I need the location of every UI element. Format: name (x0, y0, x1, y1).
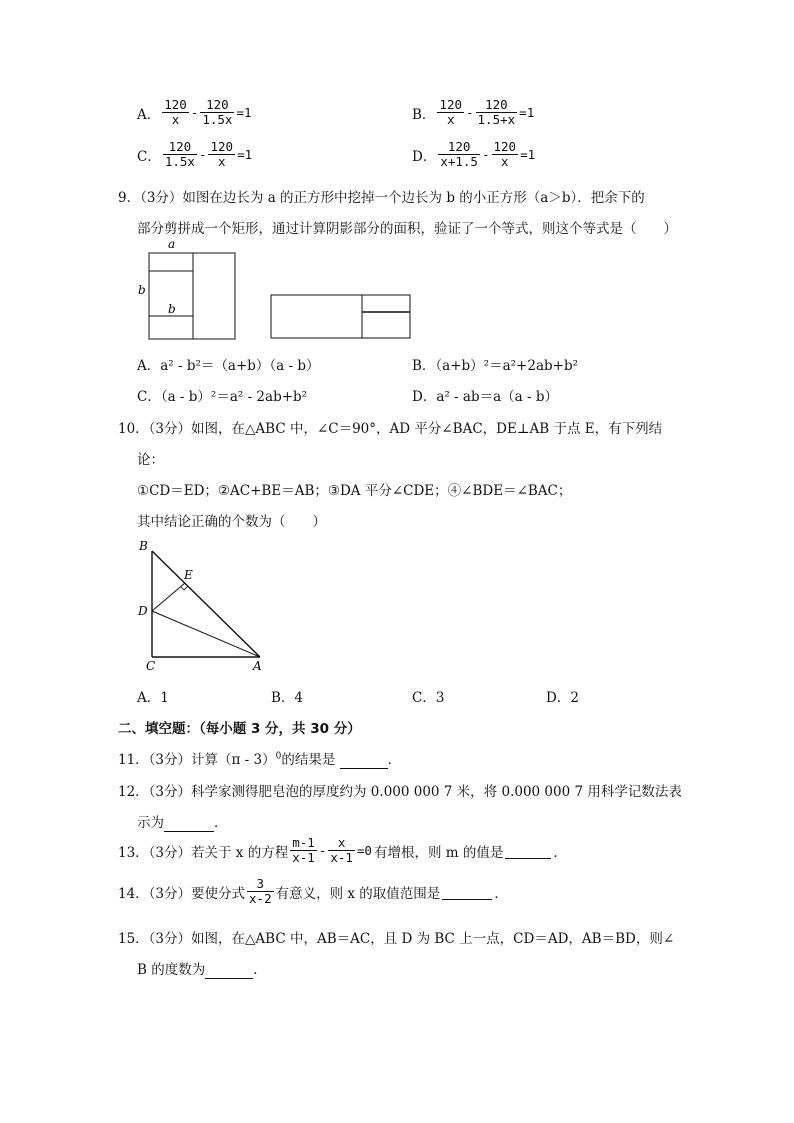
label-b-inner: b (168, 302, 176, 316)
label-c: C (146, 659, 156, 673)
label-e: E (184, 568, 193, 582)
q15-line2: B 的度数为 ． (137, 962, 267, 978)
fraction: $\frac{120}{1.5x}$ (164, 139, 195, 170)
segment-ad (152, 611, 260, 657)
q9-option-b[interactable]: B．（a+b）²＝a²+2ab+b² (412, 358, 579, 374)
q9-option-a[interactable]: A．a² - b²＝（a+b）（a - b） (137, 358, 320, 374)
q10-question: 其中结论正确的个数为（ ） (137, 514, 326, 530)
q10-stem-line2: 论： (137, 452, 164, 468)
side-ab (152, 551, 260, 657)
rectangle (271, 295, 410, 338)
q10-option-d[interactable]: D．2 (546, 690, 579, 706)
segment-de (152, 583, 185, 611)
q12-line1: 12．（3分）科学家测得肥皂泡的厚度约为 0.000 000 7 米，将 0.000 000 7 用科学记数法表 (118, 784, 682, 800)
fraction: $\frac{120}{x}$ (493, 139, 517, 170)
q10-stem-line1: 10．（3分）如图，在△ABC 中，∠C＝90°，AD 平分∠BAC，DE⊥AB 于点 E，有下列结 (118, 421, 663, 437)
fraction: $\frac{120}{x}$ (439, 97, 462, 128)
q9-option-c[interactable]: C．（a - b）²＝a² - 2ab+b² (137, 389, 308, 405)
q8-option-b[interactable]: B． $\frac{120}{x}$ - $\frac{120}{1.5+x}$ =1 (412, 97, 535, 128)
q8-option-d[interactable]: D． $\frac{120}{x+1.5}$ - $\frac{120}{x}$ =1 (412, 139, 536, 170)
q15-line1: 15．（3分）如图，在△ABC 中，AB＝AC，且 D 为 BC 上一点，CD＝AD，AB＝BD，则∠ (118, 931, 675, 947)
fraction: $\frac{m-1}{x-1}$ (292, 835, 315, 866)
fraction: $\frac{120}{1.5x}$ (202, 97, 233, 128)
q9-option-d[interactable]: D．a² - ab＝a（a - b） (412, 389, 559, 405)
q8-option-c[interactable]: C． $\frac{120}{1.5x}$ - $\frac{120}{x}$ =1 (137, 139, 253, 170)
label-b: B (139, 539, 148, 553)
outer-square (149, 253, 235, 339)
q10-triangle-figure (130, 535, 275, 675)
q13: 13．（3分）若关于 x 的方程 $\frac{m-1}{x-1}$ - $\frac{x}{x-1}$ =0 有增根，则 m 的值是 ． (118, 835, 567, 866)
fraction: $\frac{120}{x+1.5}$ (440, 139, 478, 170)
q8-option-a[interactable]: A． $\frac{120}{x}$ - $\frac{120}{1.5x}$ =1 (137, 97, 252, 128)
fraction: $\frac{120}{x}$ (164, 97, 187, 128)
q14: 14．（3分）要使分式 $\frac{3}{x-2}$ 有意义，则 x 的取值范围是 ． (118, 876, 508, 907)
fraction: $\frac{120}{1.5+x}$ (477, 97, 516, 128)
q9-stem-line1: 9．（3分）如图在边长为 a 的正方形中挖掉一个边长为 b 的小正方形（a＞b）．把余下的 (118, 190, 645, 206)
answer-blank[interactable] (340, 752, 388, 769)
q10-option-c[interactable]: C．3 (412, 690, 445, 706)
q9-figure (130, 236, 420, 344)
q10-option-a[interactable]: A．1 (137, 690, 169, 706)
label-a: A (253, 659, 262, 673)
q11: 11．（3分）计算（π - 3）$^0$的结果是 ． (118, 751, 402, 768)
fraction: $\frac{x}{x-1}$ (330, 835, 353, 866)
label-d: D (138, 604, 148, 618)
right-angle-mark (181, 586, 188, 590)
fraction: $\frac{3}{x-2}$ (249, 876, 272, 907)
q12-line2: 示为 ． (137, 815, 228, 831)
label-a: a (168, 237, 176, 251)
section-heading-fill-in: 二、填空题：（每小题 3 分，共 30 分） (118, 721, 361, 737)
answer-blank[interactable] (205, 962, 253, 979)
answer-blank[interactable] (164, 815, 214, 832)
label-b-side: b (138, 283, 146, 297)
fraction: $\frac{120}{x}$ (210, 139, 234, 170)
q9-stem-line2: 部分剪拼成一个矩形，通过计算阴影部分的面积，验证了一个等式，则这个等式是（ ） (137, 221, 677, 237)
answer-blank[interactable] (442, 883, 492, 900)
q10-option-b[interactable]: B．4 (271, 690, 304, 706)
answer-blank[interactable] (505, 842, 551, 859)
q10-conclusions: ①CD＝ED；②AC+BE＝AB；③DA 平分∠CDE；④∠BDE＝∠BAC； (137, 483, 572, 499)
